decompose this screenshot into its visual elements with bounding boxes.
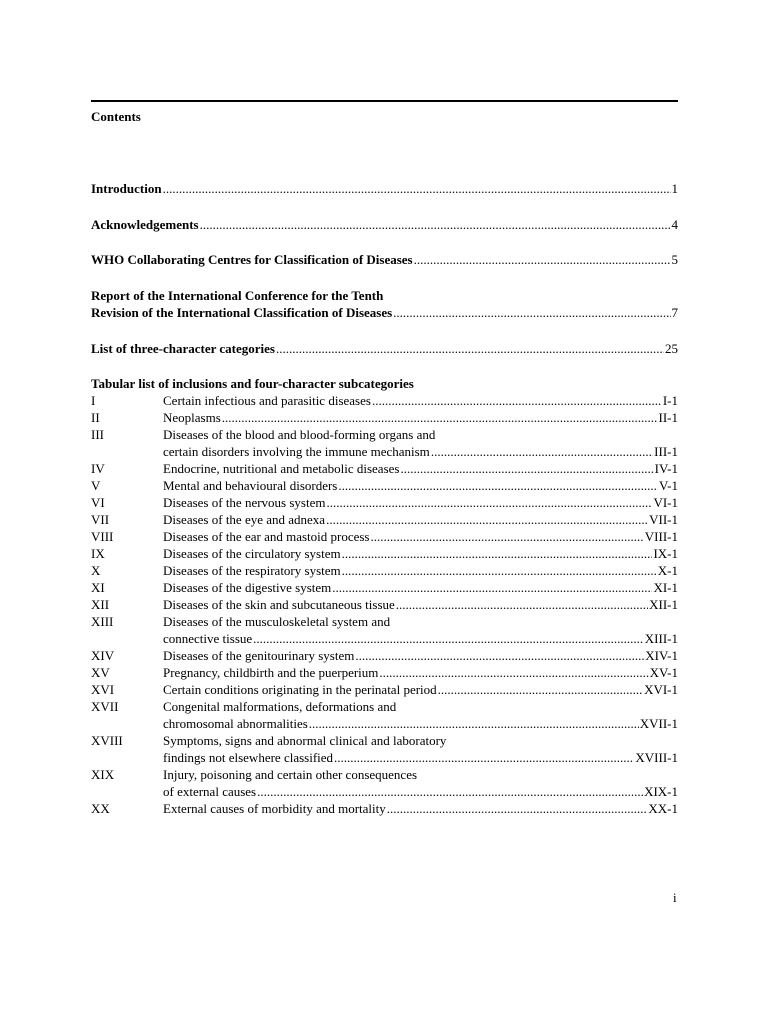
chapter-title-block xyxy=(163,800,678,817)
chapter-number: II xyxy=(91,410,100,425)
chapter-entry[interactable] xyxy=(91,460,678,477)
chapter-number: III xyxy=(91,427,104,442)
chapter-title: chromosomal abnormalities xyxy=(163,716,308,731)
chapter-entry[interactable] xyxy=(91,579,678,596)
tabular-list-toc xyxy=(91,375,678,817)
chapter-title: Certain conditions originating in the perinatal period xyxy=(163,682,437,697)
dot-leader xyxy=(309,715,639,732)
chapter-row xyxy=(163,460,678,477)
chapter-entry[interactable] xyxy=(91,613,678,647)
chapter-title-block xyxy=(163,664,678,681)
chapter-entry[interactable] xyxy=(91,477,678,494)
dot-leader xyxy=(431,443,653,460)
chapter-number: XIII xyxy=(91,614,114,629)
toc-entry-title-line: Report of the International Conference for the Tenth xyxy=(91,288,384,303)
chapter-title-block xyxy=(163,766,678,800)
chapter-row xyxy=(163,715,678,732)
chapter-title: Diseases of the eye and adnexa xyxy=(163,512,326,527)
chapter-title: Diseases of the nervous system xyxy=(163,495,326,510)
toc-entry[interactable] xyxy=(91,340,678,357)
chapter-page-number: VII-1 xyxy=(649,512,678,527)
chapter-page-number: IX-1 xyxy=(653,546,678,561)
chapter-page-number: XVI-1 xyxy=(644,682,678,697)
chapter-page-number: XI-1 xyxy=(653,580,678,595)
tabular-list-title: Tabular list of inclusions and four-character subcategories xyxy=(91,376,414,391)
toc-entry[interactable] xyxy=(91,216,678,233)
chapter-number: XIX xyxy=(91,767,115,782)
chapter-title: Diseases of the ear and mastoid process xyxy=(163,529,370,544)
toc-entry-row xyxy=(91,340,678,357)
chapter-entry[interactable] xyxy=(91,409,678,426)
chapter-title-block xyxy=(163,426,678,460)
chapter-entry[interactable] xyxy=(91,494,678,511)
chapter-number: XVI xyxy=(91,682,115,697)
chapter-page-number: VI-1 xyxy=(653,495,678,510)
dot-leader xyxy=(222,409,658,426)
chapter-number: VI xyxy=(91,495,105,510)
chapter-row xyxy=(163,545,678,562)
dot-leader xyxy=(342,545,653,562)
dot-leader xyxy=(342,562,657,579)
toc-page-number: 4 xyxy=(671,217,678,232)
chapter-row xyxy=(163,783,678,800)
top-rule xyxy=(91,100,678,102)
chapter-title-block xyxy=(163,647,678,664)
contents-heading: Contents xyxy=(91,109,141,124)
chapter-page-number: V-1 xyxy=(658,478,678,493)
chapter-row xyxy=(163,562,678,579)
chapter-title-block xyxy=(163,460,678,477)
chapter-page-number: IV-1 xyxy=(654,461,678,476)
chapter-number: XIV xyxy=(91,648,115,663)
chapter-title: Diseases of the skin and subcutaneous tissue xyxy=(163,597,395,612)
chapter-number: V xyxy=(91,478,101,493)
toc-entry-row xyxy=(91,216,678,233)
chapter-page-number: XIII-1 xyxy=(644,631,678,646)
chapter-title-line: Diseases of the blood and blood-forming organs and xyxy=(163,427,436,442)
chapter-number: IV xyxy=(91,461,105,476)
chapter-title: Mental and behavioural disorders xyxy=(163,478,338,493)
toc-entry-row xyxy=(91,304,678,321)
chapter-entry[interactable] xyxy=(91,511,678,528)
chapter-title: Diseases of the circulatory system xyxy=(163,546,341,561)
chapter-page-number: XX-1 xyxy=(648,801,678,816)
chapter-row xyxy=(163,392,678,409)
toc-page-number: 1 xyxy=(671,181,678,196)
chapter-title-line: Congenital malformations, deformations and xyxy=(163,699,397,714)
toc-entry-title: Acknowledgements xyxy=(91,217,199,232)
dot-leader xyxy=(379,664,648,681)
chapter-entry[interactable] xyxy=(91,562,678,579)
chapter-title: Diseases of the respiratory system xyxy=(163,563,341,578)
chapter-title: Endocrine, nutritional and metabolic diseases xyxy=(163,461,400,476)
chapter-number: X xyxy=(91,563,101,578)
toc-entry-title: Introduction xyxy=(91,181,162,196)
chapter-page-number: VIII-1 xyxy=(644,529,678,544)
chapter-entry[interactable] xyxy=(91,698,678,732)
chapter-title-block xyxy=(163,732,678,766)
chapter-row xyxy=(163,800,678,817)
chapter-title: Pregnancy, childbirth and the puerperium xyxy=(163,665,379,680)
chapter-row xyxy=(163,579,678,596)
page-number: i xyxy=(673,890,677,905)
chapter-row xyxy=(163,409,678,426)
chapter-number: XI xyxy=(91,580,105,595)
dot-leader xyxy=(326,494,652,511)
chapter-title: of external causes xyxy=(163,784,257,799)
chapter-page-number: III-1 xyxy=(654,444,678,459)
dot-leader xyxy=(355,647,644,664)
chapter-entry[interactable] xyxy=(91,392,678,409)
toc-entry-title: Revision of the International Classification of Diseases xyxy=(91,305,393,320)
chapter-entry[interactable] xyxy=(91,596,678,613)
toc-entry-title: List of three-character categories xyxy=(91,341,275,356)
chapter-page-number: XII-1 xyxy=(649,597,678,612)
chapter-entry[interactable] xyxy=(91,681,678,698)
chapter-page-number: X-1 xyxy=(657,563,678,578)
toc-entry-title: WHO Collaborating Centres for Classification of Diseases xyxy=(91,252,413,267)
toc-entry[interactable] xyxy=(91,251,678,268)
chapter-row xyxy=(163,511,678,528)
chapter-entry[interactable] xyxy=(91,647,678,664)
chapter-title-block xyxy=(163,596,678,613)
chapter-title-block xyxy=(163,562,678,579)
chapter-title-block xyxy=(163,681,678,698)
chapter-row xyxy=(163,528,678,545)
chapter-title: connective tissue xyxy=(163,631,253,646)
chapter-title-block xyxy=(163,392,678,409)
chapter-title-block xyxy=(163,409,678,426)
chapter-entry[interactable] xyxy=(91,528,678,545)
chapter-title-block xyxy=(163,511,678,528)
dot-leader xyxy=(414,251,671,268)
chapter-page-number: XVII-1 xyxy=(639,716,678,731)
chapter-title-block xyxy=(163,698,678,732)
dot-leader xyxy=(396,596,648,613)
dot-leader xyxy=(163,180,671,197)
dot-leader xyxy=(372,392,662,409)
dot-leader xyxy=(393,304,670,321)
chapter-title-block xyxy=(163,528,678,545)
dot-leader xyxy=(338,477,658,494)
chapter-title: Diseases of the digestive system xyxy=(163,580,332,595)
chapter-entry[interactable] xyxy=(91,766,678,800)
toc-page-number: 7 xyxy=(671,305,678,320)
chapter-page-number: XIX-1 xyxy=(644,784,678,799)
chapter-title: certain disorders involving the immune mechanism xyxy=(163,444,430,459)
dot-leader xyxy=(371,528,644,545)
toc-entry-row xyxy=(91,180,678,197)
chapter-number: I xyxy=(91,393,96,408)
chapter-entry[interactable] xyxy=(91,426,678,460)
chapter-row xyxy=(163,494,678,511)
dot-leader xyxy=(253,630,644,647)
dot-leader xyxy=(332,579,652,596)
chapter-entry[interactable] xyxy=(91,732,678,766)
chapter-number: XII xyxy=(91,597,110,612)
dot-leader xyxy=(276,340,664,357)
chapter-title: Neoplasms xyxy=(163,410,221,425)
toc-entry[interactable] xyxy=(91,287,678,321)
chapter-page-number: II-1 xyxy=(658,410,678,425)
chapter-row xyxy=(163,664,678,681)
dot-leader xyxy=(200,216,671,233)
chapter-row xyxy=(163,681,678,698)
chapter-title-block xyxy=(163,613,678,647)
chapter-number: VII xyxy=(91,512,110,527)
chapter-page-number: XV-1 xyxy=(649,665,678,680)
toc-entry[interactable] xyxy=(91,180,678,197)
chapter-row xyxy=(163,596,678,613)
chapter-entry[interactable] xyxy=(91,800,678,817)
chapter-title-line: Injury, poisoning and certain other consequences xyxy=(163,767,418,782)
chapter-title-block xyxy=(163,477,678,494)
chapter-page-number: I-1 xyxy=(662,393,678,408)
toc-page-number: 5 xyxy=(671,252,678,267)
chapter-number: XV xyxy=(91,665,110,680)
chapter-number: IX xyxy=(91,546,105,561)
chapter-number: XX xyxy=(91,801,110,816)
chapter-title: Diseases of the genitourinary system xyxy=(163,648,355,663)
chapter-entry[interactable] xyxy=(91,545,678,562)
dot-leader xyxy=(438,681,643,698)
chapter-row xyxy=(163,477,678,494)
dot-leader xyxy=(326,511,648,528)
chapter-number: VIII xyxy=(91,529,114,544)
dot-leader xyxy=(257,783,643,800)
chapter-title-block xyxy=(163,545,678,562)
chapter-row xyxy=(163,749,678,766)
chapter-page-number: XIV-1 xyxy=(645,648,678,663)
chapter-page-number: XVIII-1 xyxy=(635,750,678,765)
chapter-title-line: Diseases of the musculoskeletal system and xyxy=(163,614,391,629)
chapter-entry[interactable] xyxy=(91,664,678,681)
chapter-row xyxy=(163,443,678,460)
chapter-title: Certain infectious and parasitic diseases xyxy=(163,393,371,408)
chapter-number: XVIII xyxy=(91,733,123,748)
dot-leader xyxy=(334,749,634,766)
chapter-row xyxy=(163,647,678,664)
chapter-title-block xyxy=(163,494,678,511)
dot-leader xyxy=(387,800,648,817)
chapter-number: XVII xyxy=(91,699,119,714)
chapter-title-line: Symptoms, signs and abnormal clinical and laboratory xyxy=(163,733,447,748)
dot-leader xyxy=(400,460,653,477)
toc-entry-row xyxy=(91,251,678,268)
chapter-title: External causes of morbidity and mortality xyxy=(163,801,386,816)
toc-page-number: 25 xyxy=(665,341,678,356)
chapter-title-block xyxy=(163,579,678,596)
chapter-title: findings not elsewhere classified xyxy=(163,750,334,765)
chapter-row xyxy=(163,630,678,647)
